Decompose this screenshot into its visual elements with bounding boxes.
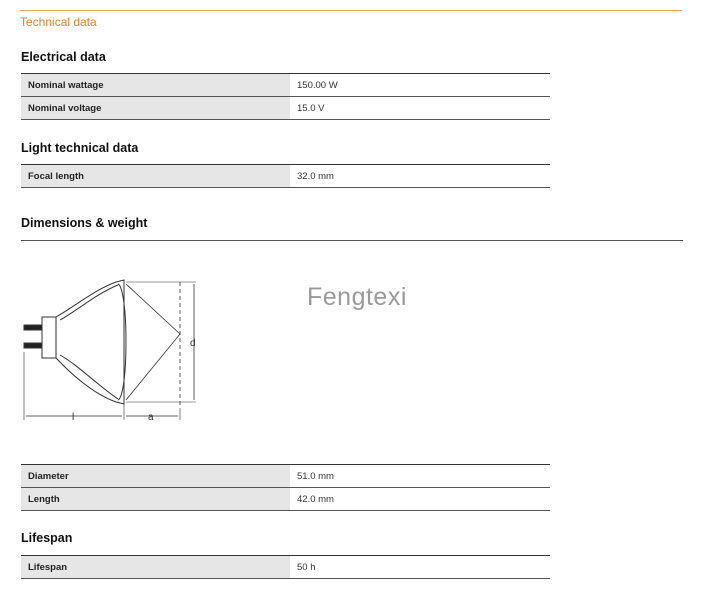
lifespan-table <box>21 555 550 579</box>
section-title-lifespan: Lifespan <box>21 531 73 545</box>
dimension-label-d: d <box>190 338 196 349</box>
row-label-nominal-wattage: Nominal wattage <box>21 74 290 97</box>
dimension-label-l: l <box>72 412 75 423</box>
watermark: Fengtexi <box>307 283 407 311</box>
row-value-diameter: 51.0 mm <box>290 465 550 488</box>
section-title-electrical: Electrical data <box>21 50 106 64</box>
lamp-pin-top <box>24 325 42 330</box>
lamp-neck <box>42 317 56 358</box>
row-value-length: 42.0 mm <box>290 488 550 511</box>
row-label-nominal-voltage: Nominal voltage <box>21 97 290 120</box>
dimensions-table <box>21 464 550 511</box>
row-value-focal-length: 32.0 mm <box>290 165 550 188</box>
row-value-nominal-voltage: 15.0 V <box>290 97 550 120</box>
table-row <box>21 488 550 511</box>
lamp-drawing <box>14 272 214 432</box>
row-label-diameter: Diameter <box>21 465 290 488</box>
table-row <box>21 165 550 188</box>
section-divider <box>21 240 683 241</box>
row-label-focal-length: Focal length <box>21 165 290 188</box>
table-row <box>21 74 550 97</box>
electrical-table <box>21 73 550 120</box>
row-label-length: Length <box>21 488 290 511</box>
page-heading: Technical data <box>20 15 97 29</box>
lamp-pin-bottom <box>24 343 42 348</box>
header-rule <box>20 10 682 11</box>
row-value-lifespan: 50 h <box>290 556 550 579</box>
lamp-reflector <box>56 280 124 404</box>
light-table <box>21 164 550 188</box>
row-value-nominal-wattage: 150.00 W <box>290 74 550 97</box>
dimension-label-a: a <box>148 412 154 423</box>
table-row <box>21 465 550 488</box>
section-title-dimensions: Dimensions & weight <box>21 216 148 230</box>
section-title-light: Light technical data <box>21 141 139 155</box>
table-row <box>21 97 550 120</box>
table-row <box>21 556 550 579</box>
row-label-lifespan: Lifespan <box>21 556 290 579</box>
lamp-dimension-diagram <box>14 272 214 437</box>
lamp-rim <box>118 284 126 400</box>
